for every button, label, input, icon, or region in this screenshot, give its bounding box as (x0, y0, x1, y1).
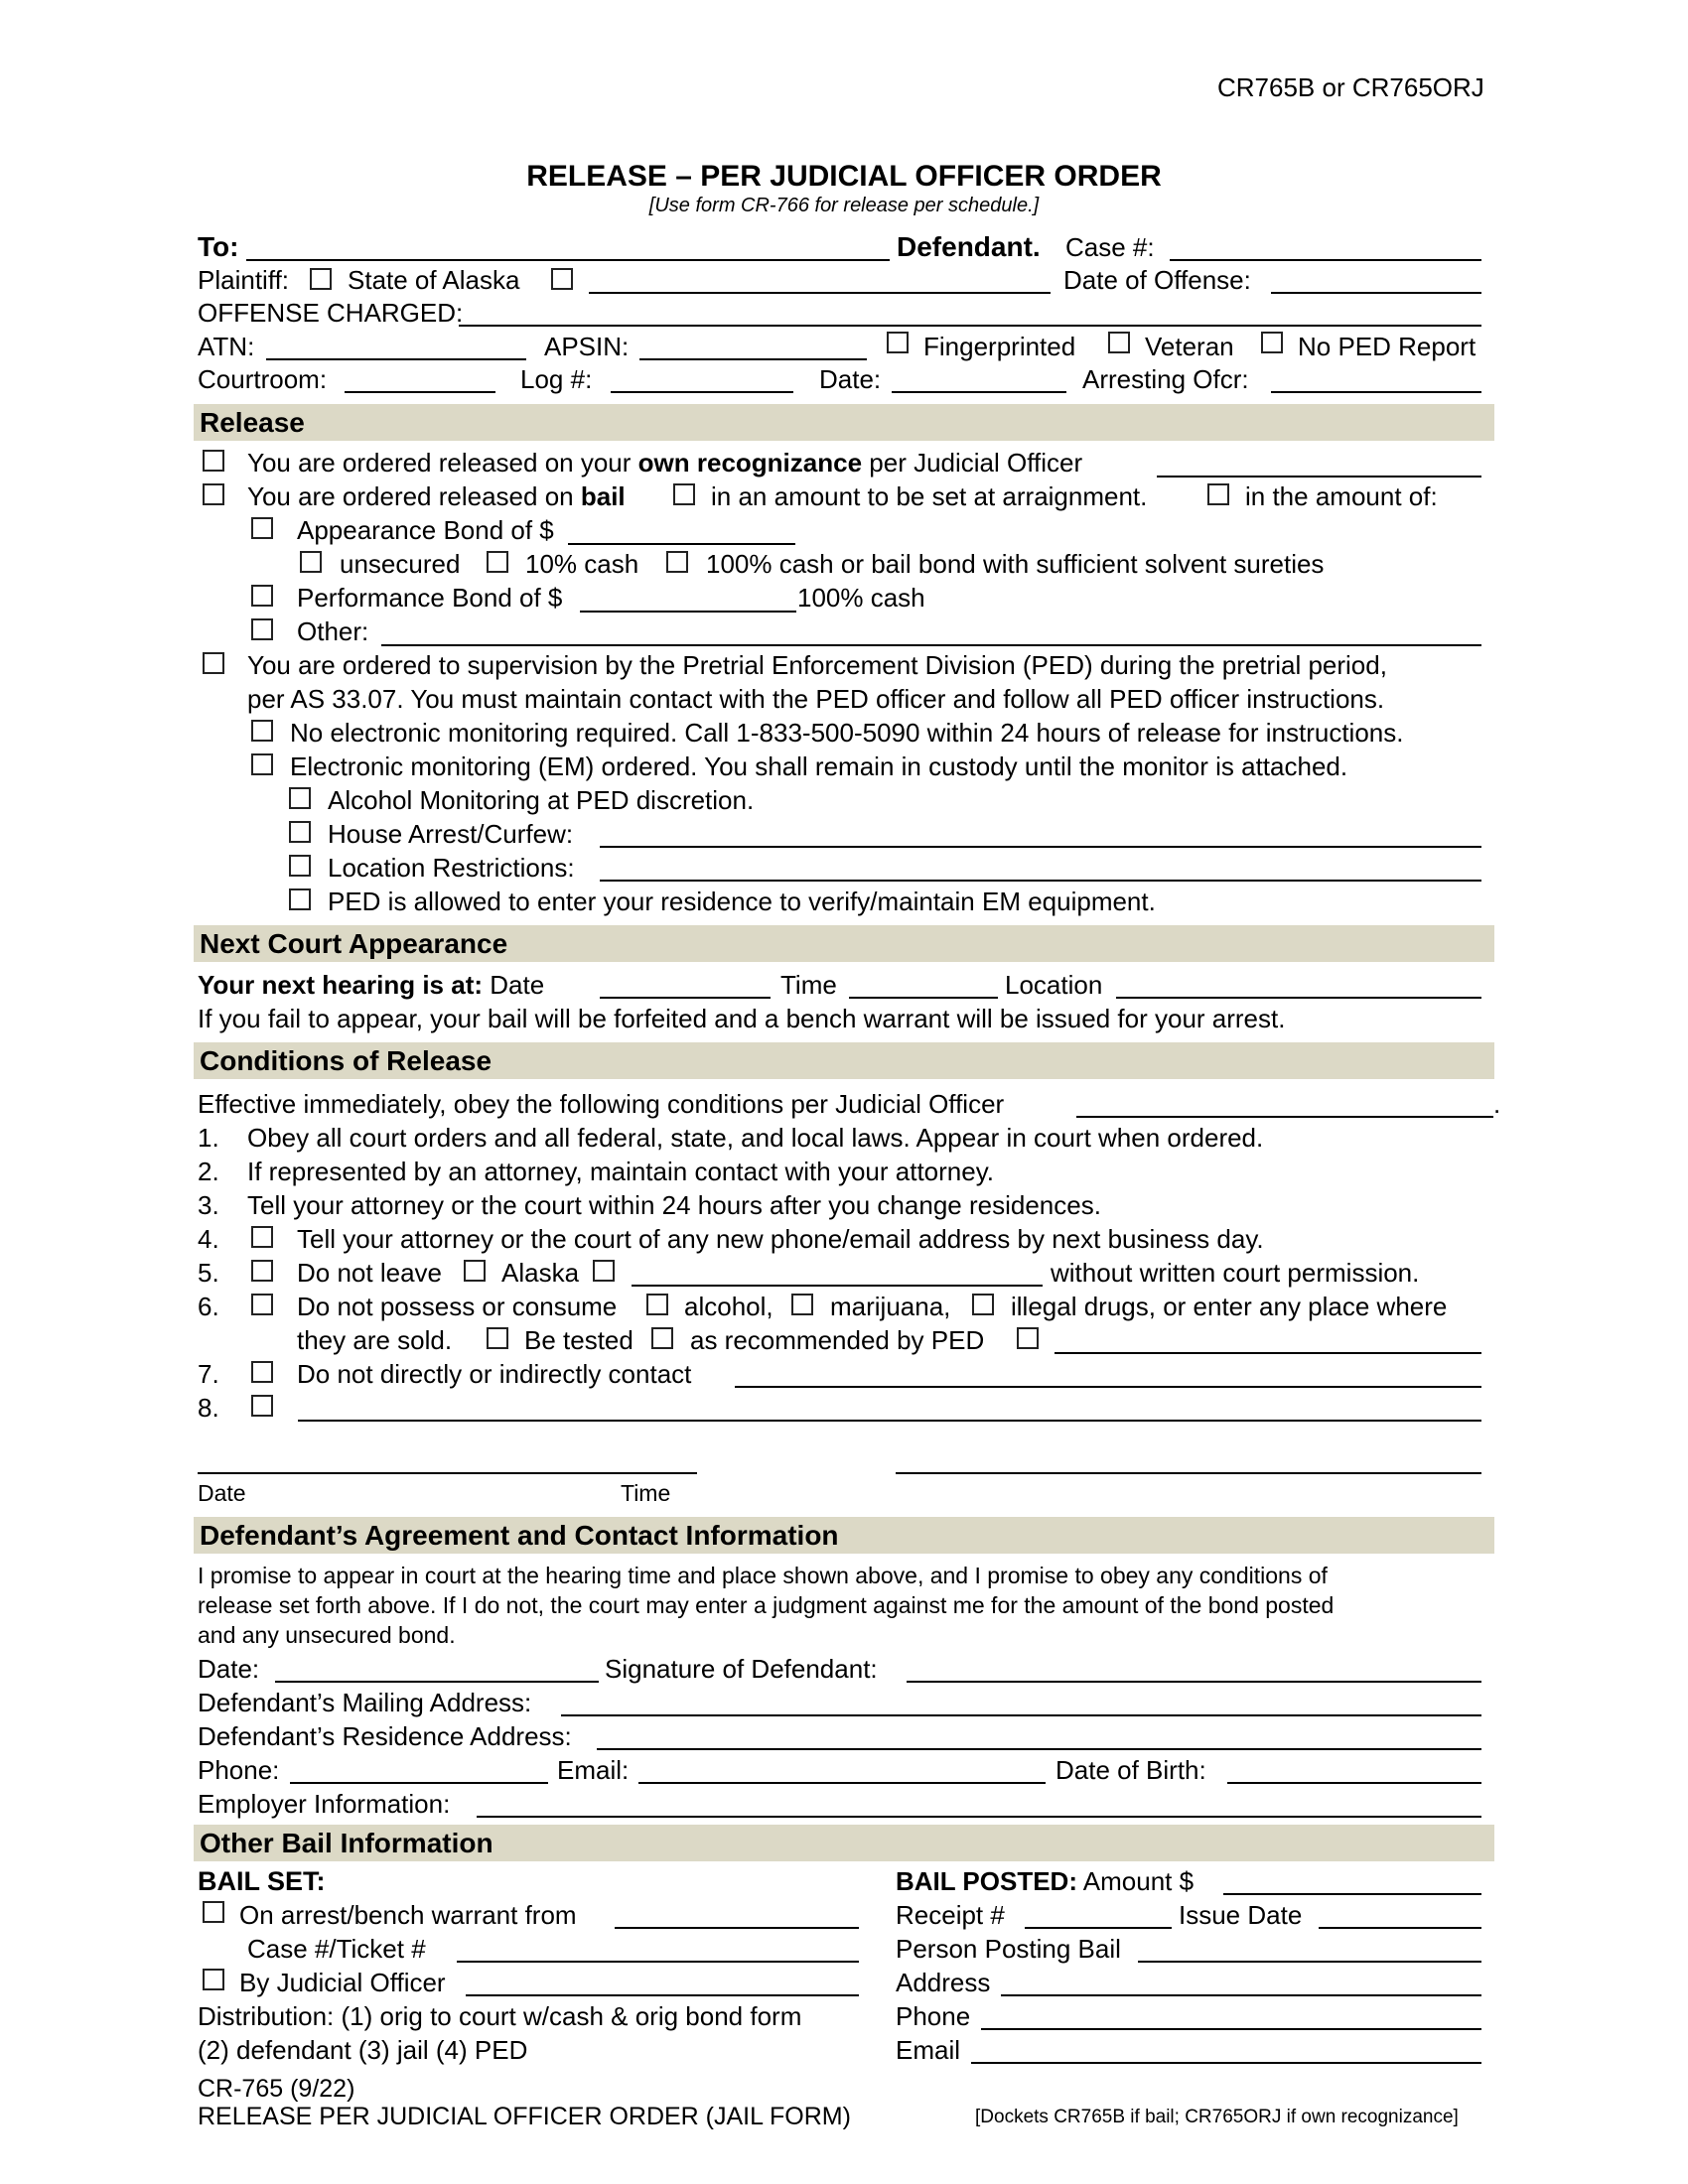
condition-7-number: 7. (198, 1359, 219, 1389)
condition-5-other-field[interactable] (632, 1285, 1043, 1287)
conditions-heading: Conditions of Release (200, 1045, 492, 1076)
case-ticket-field[interactable] (457, 1961, 859, 1963)
other-bail-heading: Other Bail Information (200, 1828, 493, 1858)
by-judicial-officer-checkbox[interactable] (203, 1969, 224, 1990)
offense-charged-field[interactable] (459, 325, 1481, 327)
on-arrest-checkbox[interactable] (203, 1901, 224, 1923)
location-restrictions-field[interactable] (600, 880, 1481, 882)
distribution-line1: Distribution: (1) orig to court w/cash & orig bond form (198, 2001, 802, 2031)
ped-supervision-line1: You are ordered to supervision by the Pretrial Enforcement Division (PED) during the pretrial period, (247, 650, 1387, 680)
condition-6-tested-label: Be tested (524, 1325, 633, 1355)
conditions-section-header (194, 1042, 1494, 1079)
location-restrictions-label: Location Restrictions: (328, 853, 575, 883)
caption-date-field[interactable] (892, 391, 1066, 393)
condition-2-number: 2. (198, 1157, 219, 1186)
next-hearing-time-field[interactable] (849, 997, 998, 999)
condition-8-field[interactable] (298, 1420, 1481, 1422)
conditions-intro-end: . (1493, 1089, 1501, 1119)
poster-phone-label: Phone (896, 2001, 971, 2031)
date-of-offense-label: Date of Offense: (1063, 265, 1251, 295)
performance-bond-checkbox[interactable] (251, 585, 273, 607)
condition-6-drugs-label: illegal drugs, or enter any place where (1011, 1292, 1448, 1321)
ped-supervision-checkbox[interactable] (203, 652, 224, 674)
condition-6-tested-checkbox[interactable] (487, 1327, 508, 1349)
form-title: RELEASE – PER JUDICIAL OFFICER ORDER (526, 160, 1162, 193)
condition-3-number: 3. (198, 1190, 219, 1220)
issue-date-field[interactable] (1319, 1927, 1481, 1929)
next-hearing-time-label: Time (780, 970, 837, 1000)
log-number-field[interactable] (611, 391, 793, 393)
condition-5-checkbox[interactable] (251, 1260, 273, 1282)
condition-4-number: 4. (198, 1224, 219, 1254)
unsecured-label: unsecured (340, 549, 461, 579)
house-arrest-checkbox[interactable] (289, 821, 311, 843)
defendant-signature-label: Signature of Defendant: (605, 1654, 878, 1684)
condition-5-number: 5. (198, 1258, 219, 1288)
condition-5-post: without written court permission. (1051, 1258, 1420, 1288)
bail-posted-line (896, 1865, 1194, 1897)
condition-6-other-checkbox[interactable] (1017, 1327, 1039, 1349)
defendant-phone-field[interactable] (290, 1782, 548, 1784)
veteran-checkbox[interactable] (1108, 332, 1130, 353)
order-date-label: Date (198, 1480, 246, 1506)
other-plaintiff-field[interactable] (589, 292, 1051, 294)
next-court-heading: Next Court Appearance (200, 928, 508, 959)
no-em-checkbox[interactable] (251, 720, 273, 742)
bail-pre: You are ordered released on (247, 481, 574, 511)
performance-bond-label: Performance Bond of $ (297, 583, 563, 613)
agreement-date-label: Date: (198, 1654, 260, 1684)
condition-7-checkbox[interactable] (251, 1361, 273, 1383)
agreement-heading: Defendant’s Agreement and Contact Information (200, 1520, 839, 1551)
own-recognizance-text (247, 447, 1082, 478)
release-heading: Release (200, 407, 305, 438)
condition-8-number: 8. (198, 1393, 219, 1423)
next-hearing-date-label: Date (490, 970, 545, 1000)
own-recog-pre: You are ordered released on your (247, 448, 632, 478)
agreement-para-line1: I promise to appear in court at the hearing time and place shown above, and I promise to obey any conditions of (198, 1563, 1328, 1588)
defendant-signature-field[interactable] (907, 1681, 1481, 1683)
by-judicial-officer-field[interactable] (466, 1994, 859, 1996)
appearance-bond-label: Appearance Bond of $ (297, 515, 554, 545)
defendant-email-label: Email: (557, 1755, 630, 1785)
arresting-officer-field[interactable] (1271, 391, 1481, 393)
poster-address-label: Address (896, 1968, 991, 1997)
other-release-label: Other: (297, 616, 369, 646)
mailing-address-field[interactable] (561, 1714, 1481, 1716)
em-ordered-checkbox[interactable] (251, 753, 273, 775)
bail-bold: bail (580, 481, 626, 511)
employer-field[interactable] (477, 1816, 1481, 1818)
mailing-address-label: Defendant’s Mailing Address: (198, 1688, 532, 1717)
condition-5-alaska-checkbox[interactable] (464, 1260, 486, 1282)
on-arrest-field[interactable] (615, 1927, 859, 1929)
condition-6-marijuana-checkbox[interactable] (791, 1294, 813, 1315)
poster-email-field[interactable] (971, 2062, 1481, 2064)
bail-posted-bold: BAIL POSTED: (896, 1866, 1077, 1896)
employer-label: Employer Information: (198, 1789, 451, 1819)
date-of-offense-field[interactable] (1271, 292, 1481, 294)
bail-posted-amount-field[interactable] (1223, 1893, 1481, 1895)
bail-text (247, 480, 626, 512)
condition-6-other-field[interactable] (1055, 1352, 1481, 1354)
residence-address-label: Defendant’s Residence Address: (198, 1721, 572, 1751)
plaintiff-label: Plaintiff: (198, 265, 290, 295)
date-of-birth-label: Date of Birth: (1055, 1755, 1206, 1785)
bail-amount-label: in the amount of: (1245, 481, 1438, 511)
ten-percent-cash-label: 10% cash (525, 549, 639, 579)
condition-6-drugs-checkbox[interactable] (972, 1294, 994, 1315)
footer-form-number: CR-765 (9/22) (198, 2075, 355, 2103)
performance-bond-amount-field[interactable] (580, 611, 796, 613)
poster-phone-field[interactable] (981, 2028, 1481, 2030)
house-arrest-label: House Arrest/Curfew: (328, 819, 574, 849)
poster-address-field[interactable] (1001, 1994, 1481, 1996)
other-bail-section-header (194, 1825, 1494, 1861)
residence-address-field[interactable] (597, 1748, 1481, 1750)
to-field[interactable] (246, 259, 890, 261)
performance-cash-label: 100% cash (797, 583, 925, 613)
conditions-intro: Effective immediately, obey the following conditions per Judicial Officer (198, 1089, 1005, 1119)
agreement-para-line3: and any unsecured bond. (198, 1622, 456, 1648)
condition-7-text: Do not directly or indirectly contact (297, 1359, 692, 1389)
condition-6-checkbox[interactable] (251, 1294, 273, 1315)
condition-5-other-checkbox[interactable] (593, 1260, 615, 1282)
bail-posted-amount-label: Amount $ (1082, 1866, 1195, 1896)
condition-3-text: Tell your attorney or the court within 24 hours after you change residences. (247, 1190, 1101, 1220)
next-hearing-location-field[interactable] (1116, 997, 1481, 999)
case-ticket-label: Case #/Ticket # (247, 1934, 426, 1964)
next-court-section-header (194, 925, 1494, 962)
courtroom-field[interactable] (345, 391, 495, 393)
condition-4-text: Tell your attorney or the court of any new phone/email address by next business day. (297, 1224, 1264, 1254)
condition-6-line2: they are sold. (297, 1325, 453, 1355)
condition-5-pre: Do not leave (297, 1258, 442, 1288)
order-date-time-line[interactable] (198, 1472, 697, 1474)
condition-1-number: 1. (198, 1123, 219, 1153)
bail-arraignment-checkbox[interactable] (673, 483, 695, 505)
fingerprinted-label: Fingerprinted (923, 332, 1076, 361)
footer-dockets-note: [Dockets CR765B if bail; CR765ORJ if own recognizance] (975, 2107, 1459, 2127)
distribution-line2: (2) defendant (3) jail (4) PED (198, 2035, 528, 2065)
atn-label: ATN: (198, 332, 255, 361)
ped-enter-residence-checkbox[interactable] (289, 888, 311, 910)
location-restrictions-checkbox[interactable] (289, 855, 311, 877)
judicial-officer-signature-line[interactable] (896, 1472, 1481, 1474)
next-hearing-line (198, 969, 544, 1001)
hundred-percent-cash-label: 100% cash or bail bond with sufficient solvent sureties (706, 549, 1325, 579)
poster-email-label: Email (896, 2035, 961, 2065)
apsin-field[interactable] (639, 358, 867, 360)
atn-field[interactable] (266, 358, 526, 360)
condition-6-number: 6. (198, 1292, 219, 1321)
no-em-label: No electronic monitoring required. Call 1-833-500-5090 within 24 hours of release for instructions. (290, 718, 1404, 748)
next-hearing-date-field[interactable] (600, 997, 771, 999)
person-posting-label: Person Posting Bail (896, 1934, 1121, 1964)
no-ped-report-label: No PED Report (1298, 332, 1477, 361)
form-subtitle: [Use form CR-766 for release per schedule.] (648, 195, 1040, 216)
defendant-phone-label: Phone: (198, 1755, 280, 1785)
bail-checkbox[interactable] (203, 483, 224, 505)
own-recognizance-checkbox[interactable] (203, 450, 224, 472)
house-arrest-field[interactable] (600, 846, 1481, 848)
to-label: To: (198, 231, 239, 262)
veteran-label: Veteran (1145, 332, 1234, 361)
next-hearing-location-label: Location (1005, 970, 1103, 1000)
bail-set-label: BAIL SET: (198, 1866, 326, 1896)
no-ped-report-checkbox[interactable] (1261, 332, 1283, 353)
alcohol-monitoring-label: Alcohol Monitoring at PED discretion. (328, 785, 755, 815)
defendant-label: Defendant. (897, 231, 1041, 262)
ped-supervision-line2: per AS 33.07. You must maintain contact with the PED officer and follow all PED officer instructions. (247, 684, 1385, 714)
case-number-field[interactable] (1170, 259, 1481, 261)
bail-amount-checkbox[interactable] (1207, 483, 1229, 505)
own-recog-bold: own recognizance (637, 448, 863, 478)
issue-date-label: Issue Date (1179, 1900, 1303, 1930)
offense-charged-label: OFFENSE CHARGED: (198, 298, 464, 328)
by-judicial-officer-label: By Judicial Officer (239, 1968, 446, 1997)
condition-6-marijuana-label: marijuana, (830, 1292, 951, 1321)
agreement-para-line2: release set forth above. If I do not, the court may enter a judgment against me for the amount of the bond posted (198, 1592, 1335, 1618)
em-ordered-label: Electronic monitoring (EM) ordered. You shall remain in custody until the monitor is attached. (290, 751, 1348, 781)
release-section-header (194, 404, 1494, 441)
ped-enter-residence-label: PED is allowed to enter your residence to verify/maintain EM equipment. (328, 887, 1156, 916)
condition-6-alcohol-checkbox[interactable] (646, 1294, 668, 1315)
condition-2-text: If represented by an attorney, maintain contact with your attorney. (247, 1157, 994, 1186)
appearance-bond-checkbox[interactable] (251, 517, 273, 539)
state-of-alaska-label: State of Alaska (348, 265, 520, 295)
footer-form-name: RELEASE PER JUDICIAL OFFICER ORDER (JAIL FORM) (198, 2103, 851, 2130)
condition-6-ped-label: as recommended by PED (690, 1325, 985, 1355)
caption-date-label: Date: (819, 364, 882, 394)
other-plaintiff-checkbox[interactable] (551, 268, 573, 290)
arresting-officer-label: Arresting Ofcr: (1082, 364, 1249, 394)
own-recog-post: per Judicial Officer (869, 448, 1083, 478)
defendant-email-field[interactable] (638, 1782, 1046, 1784)
conditions-officer-field[interactable] (1076, 1116, 1493, 1118)
other-release-checkbox[interactable] (251, 618, 273, 640)
condition-6-pre: Do not possess or consume (297, 1292, 618, 1321)
receipt-label: Receipt # (896, 1900, 1005, 1930)
fingerprinted-checkbox[interactable] (887, 332, 909, 353)
ten-percent-cash-checkbox[interactable] (487, 551, 508, 573)
condition-1-text: Obey all court orders and all federal, state, and local laws. Appear in court when ordered. (247, 1123, 1264, 1153)
fail-to-appear-notice: If you fail to appear, your bail will be forfeited and a bench warrant will be issued for your arrest. (198, 1004, 1286, 1033)
courtroom-label: Courtroom: (198, 364, 328, 394)
bail-arraignment-label: in an amount to be set at arraignment. (711, 481, 1148, 511)
state-of-alaska-checkbox[interactable] (310, 268, 332, 290)
form-codes: CR765B or CR765ORJ (1217, 72, 1484, 102)
hundred-percent-cash-checkbox[interactable] (666, 551, 688, 573)
receipt-field[interactable] (1025, 1927, 1172, 1929)
condition-4-checkbox[interactable] (251, 1226, 273, 1248)
case-number-label: Case #: (1065, 232, 1155, 262)
date-of-birth-field[interactable] (1227, 1782, 1481, 1784)
unsecured-checkbox[interactable] (300, 551, 322, 573)
condition-6-ped-checkbox[interactable] (651, 1327, 673, 1349)
other-release-field[interactable] (381, 644, 1481, 646)
own-recognizance-officer-field[interactable] (1157, 476, 1481, 478)
next-hearing-bold: Your next hearing is at: (198, 970, 484, 1000)
condition-7-field[interactable] (735, 1386, 1481, 1388)
condition-6-alcohol-label: alcohol, (684, 1292, 774, 1321)
person-posting-field[interactable] (1138, 1961, 1481, 1963)
condition-8-checkbox[interactable] (251, 1395, 273, 1417)
appearance-bond-amount-field[interactable] (568, 543, 795, 545)
log-number-label: Log #: (520, 364, 593, 394)
on-arrest-label: On arrest/bench warrant from (239, 1900, 577, 1930)
order-time-label: Time (621, 1480, 671, 1506)
condition-5-alaska-label: Alaska (501, 1258, 580, 1288)
agreement-date-field[interactable] (275, 1681, 599, 1683)
alcohol-monitoring-checkbox[interactable] (289, 787, 311, 809)
apsin-label: APSIN: (544, 332, 630, 361)
agreement-section-header (194, 1517, 1494, 1554)
